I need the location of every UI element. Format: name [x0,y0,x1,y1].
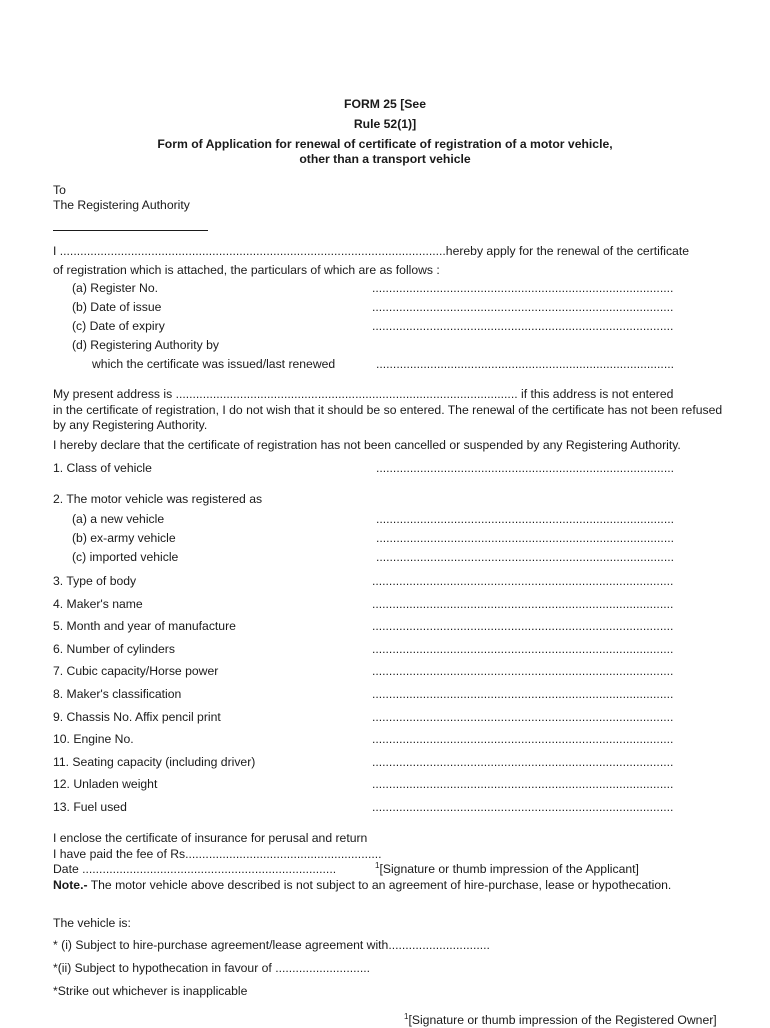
item-class-of-vehicle: 1. Class of vehicle [53,461,152,475]
form-title-line1: Form of Application for renewal of certificate of registration of a motor vehicle, [157,137,613,151]
item-chassis-no: 9. Chassis No. Affix pencil print [53,710,221,724]
particular-date-of-issue-dots: ......................................................................................... [372,300,674,314]
to-label: To [53,183,66,197]
declaration-line: I hereby declare that the certificate of registration has not been cancelled or suspended by any Registering Authority. [53,438,681,452]
item-dots: ......................................................................................... [372,777,674,791]
particular-register-no-dots: ......................................................................................... [372,281,674,295]
item-fuel-used: 13. Fuel used [53,800,127,814]
item-dots: ......................................................................................... [372,732,674,746]
fee-paid: I have paid the fee of Rs.......................................................... [53,847,382,861]
particular-register-no: (a) Register No. [72,281,159,295]
note-line [53,878,671,893]
particular-date-of-expiry-dots: ......................................................................................... [372,319,674,333]
signature-owner-text: [Signature or thumb impression of the Registered Owner] [408,1013,717,1027]
item-dots: ......................................................................................... [372,619,674,633]
date-line: Date ........................................................................... [53,862,337,876]
vehicle-is-heading: The vehicle is: [53,916,131,930]
form-title-line2: other than a transport vehicle [299,152,471,166]
item-class-of-vehicle-dots: ........................................................................................ [376,461,674,475]
rule-reference: Rule 52(1)] [353,117,417,131]
item-dots: ......................................................................................... [372,597,674,611]
item-engine-no: 10. Engine No. [53,732,134,746]
item-dots: ......................................................................................... [372,800,674,814]
form-number: FORM 25 [See [344,97,426,111]
particular-issued-renewed-dots: ........................................................................................ [376,357,674,371]
authority-blank-line [53,230,208,231]
item-registered-as: 2. The motor vehicle was registered as [53,492,263,506]
footnote-mark: 1 [404,1011,409,1021]
item-unladen-weight: 12. Unladen weight [53,777,158,791]
footnote-mark: 1 [375,860,380,870]
item-number-of-cylinders: 6. Number of cylinders [53,642,175,656]
item-cubic-capacity: 7. Cubic capacity/Horse power [53,664,219,678]
enclose-insurance: I enclose the certificate of insurance for perusal and return [53,831,368,845]
signature-applicant [375,862,639,877]
registering-authority: The Registering Authority [53,198,190,212]
reg-option-new: (a) a new vehicle [72,512,165,526]
intro-line2: of registration which is attached, the particulars of which are as follows : [53,263,440,277]
item-makers-name: 4. Maker's name [53,597,143,611]
strike-out-note: *Strike out whichever is inapplicable [53,984,248,998]
particular-date-of-issue: (b) Date of issue [72,300,162,314]
option-hypothecation: *(ii) Subject to hypothecation in favour of ............................ [53,961,371,975]
note-label: Note.- [53,878,88,892]
signature-owner [404,1013,717,1028]
reg-option-ex-army: (b) ex-army vehicle [72,531,176,545]
item-dots: ......................................................................................... [372,664,674,678]
signature-applicant-text: [Signature or thumb impression of the Applicant] [379,862,639,876]
item-month-year-manufacture: 5. Month and year of manufacture [53,619,236,633]
item-type-of-body: 3. Type of body [53,574,137,588]
item-seating-capacity: 11. Seating capacity (including driver) [53,755,256,769]
particular-date-of-expiry: (c) Date of expiry [72,319,165,333]
item-dots: ......................................................................................... [372,687,674,701]
address-line2: in the certificate of registration, I do not wish that it should be so entered. The renewal of the certificate has not been refused [53,403,723,417]
item-makers-classification: 8. Maker's classification [53,687,182,701]
item-dots: ......................................................................................... [372,755,674,769]
note-text: The motor vehicle above described is not subject to an agreement of hire-purchase, lease or hypothecation. [87,878,672,892]
particular-issued-renewed: which the certificate was issued/last renewed [92,357,336,371]
reg-option-imported: (c) imported vehicle [72,550,179,564]
item-dots: ......................................................................................... [372,642,674,656]
item-dots: ......................................................................................... [372,710,674,724]
address-line1: My present address is ..................................................................................................... if this address is not entered [53,387,674,401]
reg-option-new-dots: ........................................................................................ [376,512,674,526]
intro-line1: I ..................................................................................................................hereby apply for the renewal of the certificate [53,244,689,258]
item-dots: ......................................................................................... [372,574,674,588]
reg-option-ex-army-dots: ........................................................................................ [376,531,674,545]
address-line3: by any Registering Authority. [53,418,208,432]
reg-option-imported-dots: ........................................................................................ [376,550,674,564]
option-hire-purchase: * (i) Subject to hire-purchase agreement/lease agreement with.............................. [53,938,490,952]
particular-registering-authority: (d) Registering Authority by [72,338,219,352]
